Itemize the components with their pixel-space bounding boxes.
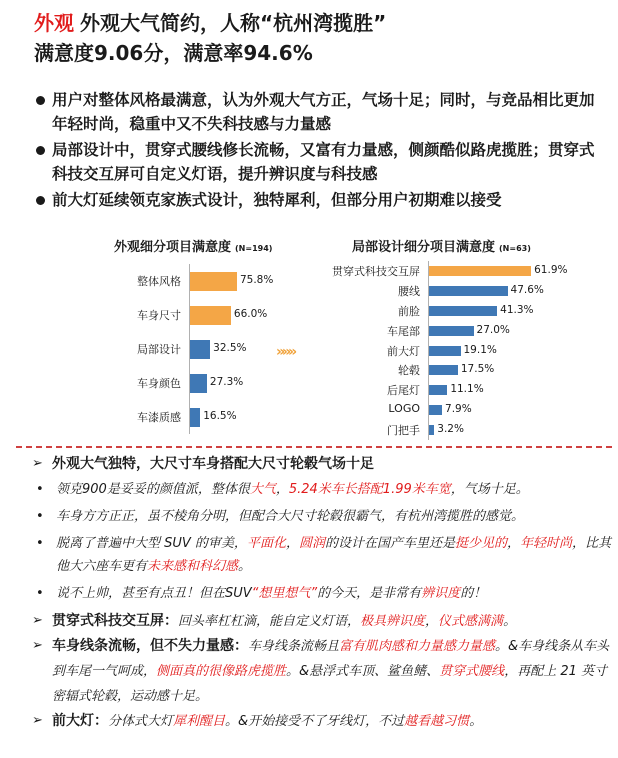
chart-bar [190,408,200,427]
chart-category-label: 贯穿式科技交互屏 [332,264,420,278]
section-heading [32,609,612,634]
section-heading-text: 车身线条流畅，但不失力量感： [52,638,248,654]
chart2-title-text: 局部设计细分项目满意度 [352,240,496,255]
chart-bar [429,385,447,395]
quote-item [32,505,612,528]
quote-text: 。 [469,714,483,729]
chart-value-label: 27.0% [476,323,510,336]
divider [16,446,612,448]
arrow-right-icon: ➢ [32,456,43,471]
quote-text: 的设计在国产车里还是 [324,536,455,551]
section-heading [32,634,612,709]
chart2-note: (N=63) [499,244,531,253]
bullet-dot-icon: • [36,482,44,497]
chart-category-label: 整体风格 [137,275,181,288]
arrow-right-icon: ➢ [32,613,43,628]
quote-text: 。 [503,614,517,629]
chart-bar [429,425,434,435]
quote-text: 分体式大灯 [108,714,174,729]
chart-value-label: 3.2% [437,423,464,436]
chart-bar [190,306,231,325]
chart-value-label: 16.5% [203,410,237,422]
arrow-right-icon: ➢ [32,713,43,728]
highlight-text: 越看越习惯 [404,714,470,729]
bullet-dot-icon [36,96,45,105]
chart-category-label: 车身尺寸 [137,309,181,322]
chart-bar [429,365,458,375]
quote-text: 。&车身线条从车头到车尾一气呵成， [52,639,610,679]
bullet-dot-icon: • [36,586,44,601]
summary-bullet [36,188,596,212]
chart-category-label: 前脸 [398,304,420,318]
quote-text: 车身方方正正，虽不棱角分明，但配合大尺寸轮毂很霸气，有杭州湾揽胜的感觉。 [56,509,525,524]
highlight-text: 极具辨识度 [360,614,426,629]
chart-category-label: 车尾部 [387,324,420,338]
summary-bullet [36,138,596,186]
chart-bar [190,340,210,359]
quote-text: 的！ [460,586,487,601]
chart-category-label: 腰线 [398,284,420,298]
highlight-text: 未来感和科幻感 [147,559,239,574]
chart-value-label: 32.5% [213,342,247,354]
bullet-dot-icon [36,196,45,205]
chart-category-label: 轮毂 [398,364,420,378]
quote-text: ，气场十足。 [450,482,529,497]
chart-value-label: 11.1% [450,383,484,396]
chart-value-label: 61.9% [534,263,568,276]
title-block [34,8,614,68]
chart-value-label: 7.9% [445,403,472,416]
bullet-dot-icon [36,146,45,155]
chart-category-label: 车身颜色 [137,377,181,390]
chart-bar [429,266,531,276]
chart-category-label: 局部设计 [137,343,181,356]
chart-value-label: 66.0% [233,308,268,320]
quote-item [32,582,612,605]
quote-item [32,532,612,578]
quote-text: 。 [238,559,252,574]
chevron-right-icon: »»» [276,344,295,360]
highlight-text: 圆润 [298,536,325,551]
highlight-text: 犀利醒目 [173,714,226,729]
chart-bar [429,326,474,336]
highlight-text: 年轻时尚 [520,536,573,551]
highlight-text: 仪式感满满 [438,614,504,629]
chart-value-label: 75.8% [239,274,274,286]
highlight-text: 挺少见的 [455,536,508,551]
quote-text: 回头率杠杠滴，能自定义灯语， [178,614,361,629]
highlight-text: 5.24米车长搭配1.99米车宽 [288,482,451,497]
quote-text: ， [275,482,289,497]
quote-text: ，再配上 21 英寸密辐式轮毂，运动感十足。 [52,664,607,704]
highlight-text: 大气 [249,482,276,497]
section-heading [32,452,612,476]
summary-bullet [36,88,596,136]
summary-bullet-text: 用户对整体风格最满意，认为外观大气方正，气场十足；同时，与竞品相比更加年轻时尚，稳重中又不失科技感与力量感 [52,91,595,133]
detail-sections [32,452,612,734]
quote-text: 。&悬浮式车顶、鲨鱼鳍、 [286,664,440,679]
section-heading-text: 前大灯： [52,713,108,729]
chart-category-label: 前大灯 [387,344,420,358]
arrow-right-icon: ➢ [32,638,43,653]
chart-bar [429,405,442,415]
chart-value-label: 19.1% [463,343,497,356]
quote-text: 车身线条流畅且 [248,639,340,654]
quote-text: 。&开始接受不了牙线灯，不过 [225,714,405,729]
summary-bullets [36,88,596,214]
chart-bar [429,286,508,296]
chart-category-label: 门把手 [387,424,420,438]
chart1-note: (N=194) [235,244,273,253]
chart-bar [429,346,461,356]
section-heading-text: 贯穿式科技交互屏： [52,613,178,629]
quote-text: 的今天，是非常有 [317,586,422,601]
chart1-title [114,236,272,255]
bullet-dot-icon: • [36,509,44,524]
highlight-text: 平面化 [246,536,286,551]
quote-text: 说不上帅，甚至有点丑！但在SUV [56,586,252,601]
chart-value-label: 41.3% [500,303,534,316]
quote-text: ， [425,614,439,629]
highlight-text: 富有肌肉感和力量感力量感 [339,639,496,654]
chart-bar [190,374,207,393]
title-score-line: 满意度9.06分，满意率94.6% [34,41,313,65]
chart-bar [429,306,497,316]
chart2-title [352,236,531,255]
quote-item [32,478,612,501]
section-heading-text: 外观大气独特，大尺寸车身搭配大尺寸轮毂气场十足 [52,456,374,472]
quote-text: ， [285,536,299,551]
section-heading [32,709,612,734]
summary-bullet-text: 前大灯延续领克家族式设计，独特犀利，但部分用户初期难以接受 [52,191,502,209]
quote-text: 脱离了普遍中大型 SUV 的审美， [56,536,247,551]
quote-text: ， [507,536,521,551]
highlight-text: 辨识度 [421,586,461,601]
chart-category-label: 后尾灯 [387,384,420,398]
highlight-text: 贯穿式腰线 [439,664,505,679]
highlight-text: 侧面真的很像路虎揽胜 [156,664,287,679]
title-label: 外观 [34,11,74,35]
chart1-title-text: 外观细分项目满意度 [114,240,232,255]
chart-category-label: 车漆质感 [137,411,181,424]
chart-bar [190,272,237,291]
page-title [34,8,614,38]
summary-bullet-text: 局部设计中，贯穿式腰线修长流畅，又富有力量感，侧颜酷似路虎揽胜；贯穿式科技交互屏可自定义灯语，提升辨识度与科技感 [52,141,595,183]
highlight-text: “想里想气” [251,586,318,601]
chart-value-label: 47.6% [510,283,544,296]
quote-text: 领克900是妥妥的颜值派，整体很 [56,482,250,497]
quote-text: ，比其他大六座车更有 [56,536,612,574]
bullet-dot-icon: • [36,536,44,551]
title-headline: 外观大气简约，人称“杭州湾揽胜” [80,11,387,35]
chart-value-label: 27.3% [209,376,244,388]
chart-value-label: 17.5% [460,363,495,376]
chart-category-label: LOGO [388,402,420,416]
